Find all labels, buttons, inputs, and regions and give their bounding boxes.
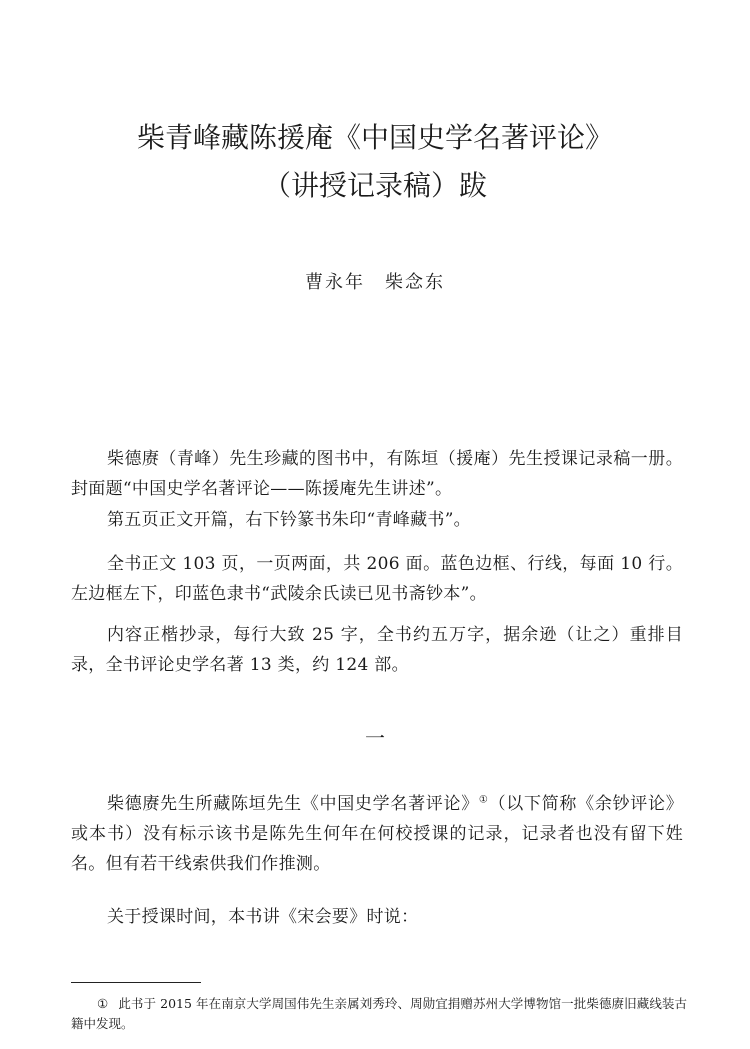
- title-line-2: （讲授记录稿）跋: [262, 169, 487, 202]
- intro-paragraph-2: 第五页正文开篇，右下钤篆书朱印“青峰藏书”。: [107, 510, 471, 530]
- intro-paragraph-1: 柴德赓（青峰）先生珍藏的图书中，有陈垣（援庵）先生授课记录稿一册。封面题“中国史学名著评论——陈援庵先生讲述”。: [71, 449, 683, 499]
- section1-paragraph-2: 关于授课时间，本书讲《宋会要》时说：: [107, 907, 419, 927]
- intro-paragraph-3: 全书正文 103 页，一页两面，共 206 面。蓝色边框、行线，每面 10 行。左边框左下，印蓝色隶书“武陵余氏读已见书斋钞本”。: [71, 554, 683, 604]
- footnote-reference-mark[interactable]: ①: [478, 794, 489, 806]
- section1-paragraph-1: [71, 789, 683, 879]
- footnote: [71, 994, 687, 1034]
- title-line-1: 柴青峰藏陈援庵《中国史学名著评论》: [136, 121, 613, 154]
- footnote-divider: [71, 982, 201, 983]
- footnote-text: 此书于 2015 年在南京大学周国伟先生亲属刘秀玲、周勋宜捐赠苏州大学博物馆一批柴德赓旧藏线装古籍中发现。: [71, 996, 687, 1031]
- footnote-mark: ①: [97, 996, 109, 1011]
- section-heading: 一: [365, 726, 385, 750]
- section1-p1-before: 柴德赓先生所藏陈垣先生《中国史学名著评论》: [107, 794, 479, 814]
- intro-paragraph-4: 内容正楷抄录，每行大致 25 字，全书约五万字，据余逊（让之）重排目录，全书评论史学名著 13 类，约 124 部。: [71, 625, 683, 675]
- section1-p1-after: （以下简称《余钞评论》或本书）没有标示该书是陈先生何年在何校授课的记录，记录者也没有留下姓名。但有若干线索供我们作推测。: [71, 794, 683, 874]
- authors: 曹永年 柴念东: [305, 272, 445, 293]
